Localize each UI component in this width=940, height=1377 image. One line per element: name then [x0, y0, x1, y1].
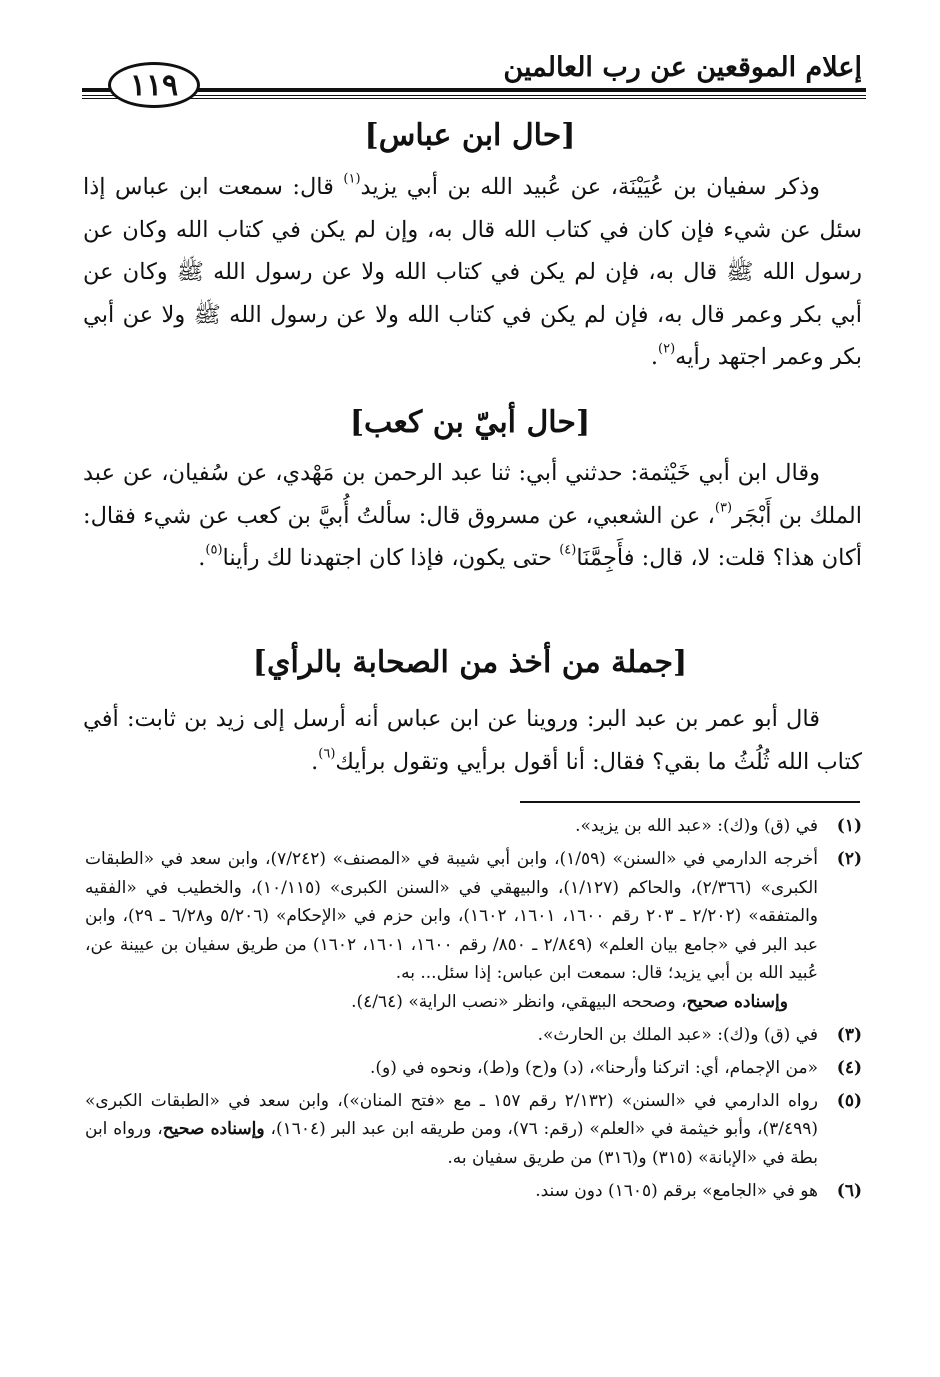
footnote-item — [85, 1054, 862, 1083]
paragraph-text: قال أبو عمر بن عبد البر: وروينا عن ابن عباس أنه أرسل إلى زيد بن ثابت: أفي كتاب الله ثُلُثُ ما بقي؟ فقال: أنا أقول برأيي وتقول برأيك — [83, 706, 862, 775]
footnote-text: في (ق) و(ك): «عبد الله بن يزيد». — [575, 816, 818, 836]
footnote-text: «من الإجمام، أي: اتركنا وأرحنا»، (د) و(ح) و(ط)، ونحوه في (و). — [369, 1057, 818, 1078]
footnote-text: ، وصححه البيهقي، وانظر «نصب الراية» (٤/٦٤). — [351, 991, 687, 1012]
paragraph-text: ، عن الشعبي، عن مسروق قال: سألتُ أُبيَّ بن كعب عن شيء فقال: أكان هذا؟ قلت: لا، قال: فأَجِمَّنَا — [83, 502, 862, 571]
footnote-number: (٦) — [836, 1180, 862, 1201]
footnote-ref: (٦) — [318, 745, 336, 761]
footnote-text: هو في «الجامع» برقم (١٦٠٥) دون سند. — [535, 1180, 818, 1201]
section-paragraph — [83, 698, 862, 783]
footnote-item — [85, 845, 862, 1016]
paragraph-text: . — [311, 748, 319, 775]
footnotes — [85, 812, 862, 1210]
header-rule-thin — [82, 95, 866, 96]
footnote-text-block — [85, 1087, 818, 1173]
paragraph-text: وذكر سفيان بن عُيَيْنَة، عن عُبيد الله بن أبي يزيد — [360, 174, 821, 200]
section-paragraph — [83, 166, 862, 379]
footnote-text-block — [85, 845, 818, 1016]
footnote-bold-text: وإسناده صحيح — [686, 991, 788, 1012]
footnote-item — [85, 1087, 862, 1173]
running-title: إعلام الموقعين عن رب العالمين — [503, 52, 862, 83]
page-number — [108, 62, 200, 108]
section-heading: [حال ابن عباس] — [364, 118, 576, 153]
footnote-separator — [520, 801, 860, 803]
footnote-ref: (٥) — [205, 542, 223, 558]
paragraph-text: . — [650, 344, 658, 370]
page-number-text: ١١٩ — [129, 67, 179, 103]
footnote-item — [85, 812, 862, 841]
footnote-ref: (٣) — [714, 499, 733, 515]
footnote-number: (١) — [836, 816, 862, 836]
footnote-ref: (٢) — [658, 341, 676, 357]
paragraph-text: . — [198, 545, 206, 571]
paragraph-text: قال: سمعت ابن عباس إذا سئل عن شيء فإن كان في كتاب الله قال به، وإن لم يكن في كتاب الله وكان عن رسول الله ﷺ قال به، فإن لم يكن في كتاب الله ولا عن رسول الله ﷺ وكان عن أبي بكر وعمر قال به، فإن لم يكن في كتاب الله ولا عن رسول الله ﷺ ولا عن أبي بكر وعمر اجتهد رأيه — [83, 174, 863, 370]
footnote-number: (٥) — [836, 1090, 862, 1111]
header-rule-thin — [82, 98, 866, 99]
footnote-ref: (٤) — [559, 542, 577, 558]
footnote-text: في (ق) و(ك): «عبد الملك بن الحارث». — [537, 1024, 818, 1045]
paragraph-text: وقال ابن أبي خَيْثمة: حدثني أبي: ثنا عبد الرحمن بن مَهْدي، عن سُفيان، عن عبد الملك بن أَبْجَر — [83, 460, 862, 529]
section-heading: [حال أبيّ بن كعب] — [349, 405, 591, 440]
footnote-text: أخرجه الدارمي في «السنن» (١/٥٩)، وابن أبي شيبة في «المصنف» (٧/٢٤٢)، وابن سعد في «الطبقات الكبرى» (٢/٣٦٦)، والحاكم (١/١٢٧)، والبيهقي في «السنن الكبرى» (١٠/١١٥)، والخطيب في «الفقيه والمتفقه» (٢/٢٠٢ ـ ٢٠٣ رقم ١٦٠٠، ١٦٠١، ١٦٠٢)، وابن حزم في «الإحكام» (٥/٢٠٦ و٦/٢٨ ـ ٢٩)، وابن عبد البر في «جامع بيان العلم» (٢/٨٤٩ ـ ٨٥٠/ رقم ١٦٠٠، ١٦٠١، ١٦٠٢) من طريق سفيان بن عيينة عن، عُبيد الله بن أبي يزيد؛ قال: سمعت ابن عباس: إذا سئل... به. — [85, 849, 819, 983]
footnote-number: (٢) — [836, 849, 862, 869]
footnote-grading — [85, 988, 818, 1017]
paragraph-text: حتى يكون، فإذا كان اجتهدنا لك رأينا — [222, 545, 560, 571]
section-paragraph — [83, 452, 862, 580]
footnote-item — [85, 1021, 862, 1050]
footnote-number: (٤) — [836, 1057, 862, 1078]
footnote-item — [85, 1177, 862, 1206]
footnote-text: ، ورواه ابن بطة في «الإبانة» (٣١٥) و(٣١٦) من طريق سفيان به. — [85, 1119, 818, 1168]
footnote-bold-text: وإسناده صحيح — [162, 1119, 265, 1139]
footnote-text: رواه الدارمي في «السنن» (٢/١٣٢ رقم ١٥٧ ـ مع «فتح المنان»)، وابن سعد في «الطبقات الكبرى» (٣/٤٩٩)، وأبو خيثمة في «العلم» (رقم: ٧٦)، ومن طريقه ابن عبد البر (١٦٠٤)، — [85, 1090, 818, 1139]
section-heading: [جملة من أخذ من الصحابة بالرأي] — [252, 645, 688, 680]
footnote-number: (٣) — [836, 1024, 862, 1045]
header-rule — [82, 88, 866, 92]
footnote-ref: (١) — [343, 171, 361, 187]
